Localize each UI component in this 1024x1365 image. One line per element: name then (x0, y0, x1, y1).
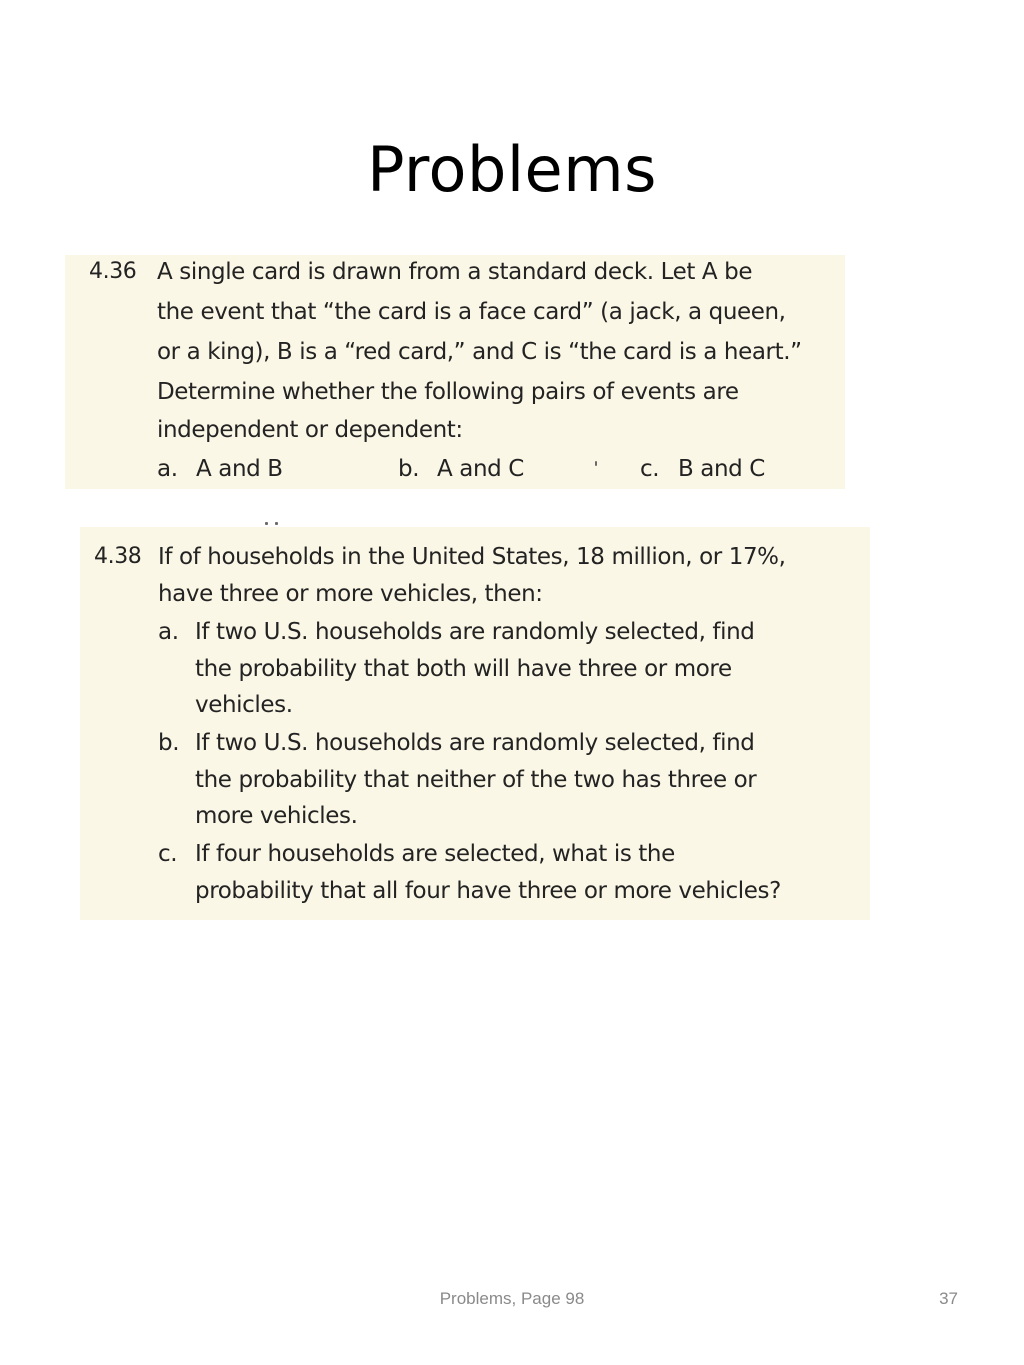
problem-4-36-scan (65, 255, 845, 489)
slide-footer: Problems, Page 98 (439, 1289, 585, 1308)
slide-page-number: 37 (939, 1289, 958, 1308)
scan-speck (595, 461, 597, 466)
part-letter: a. (157, 456, 178, 482)
part-letter: c. (158, 841, 178, 867)
slide-title: Problems (367, 133, 657, 206)
part-text-line: vehicles. (195, 692, 293, 718)
problem-text-line: have three or more vehicles, then: (158, 581, 543, 607)
part-text: A and B (196, 456, 283, 482)
part-text: B and C (678, 456, 765, 482)
problem-text-line: A single card is drawn from a standard deck. Let A be (157, 259, 753, 285)
part-text-line: probability that all four have three or more vehicles? (195, 878, 781, 904)
part-letter: c. (640, 456, 660, 482)
problem-text-line: Determine whether the following pairs of events are (157, 379, 739, 405)
problem-4-38-scan (80, 527, 870, 920)
problem-text-line: independent or dependent: (157, 417, 463, 443)
part-text-line: If four households are selected, what is the (195, 841, 675, 867)
problem-text-line: the event that “the card is a face card” (a jack, a queen, (157, 299, 786, 325)
problem-text-line: or a king), B is a “red card,” and C is “the card is a heart.” (157, 339, 802, 365)
scan-speck (265, 522, 268, 525)
part-text-line: the probability that neither of the two has three or (195, 767, 757, 793)
part-text-line: the probability that both will have three or more (195, 656, 732, 682)
problem-text-line: If of households in the United States, 18 million, or 17%, (158, 544, 786, 570)
part-letter: a. (158, 619, 179, 645)
part-text-line: more vehicles. (195, 803, 358, 829)
part-letter: b. (398, 456, 420, 482)
part-letter: b. (158, 730, 180, 756)
part-text-line: If two U.S. households are randomly selected, find (195, 730, 755, 756)
problem-number: 4.38 (94, 544, 142, 569)
part-text-line: If two U.S. households are randomly selected, find (195, 619, 755, 645)
part-text: A and C (437, 456, 524, 482)
scan-speck (275, 522, 278, 525)
problem-number: 4.36 (89, 259, 137, 284)
